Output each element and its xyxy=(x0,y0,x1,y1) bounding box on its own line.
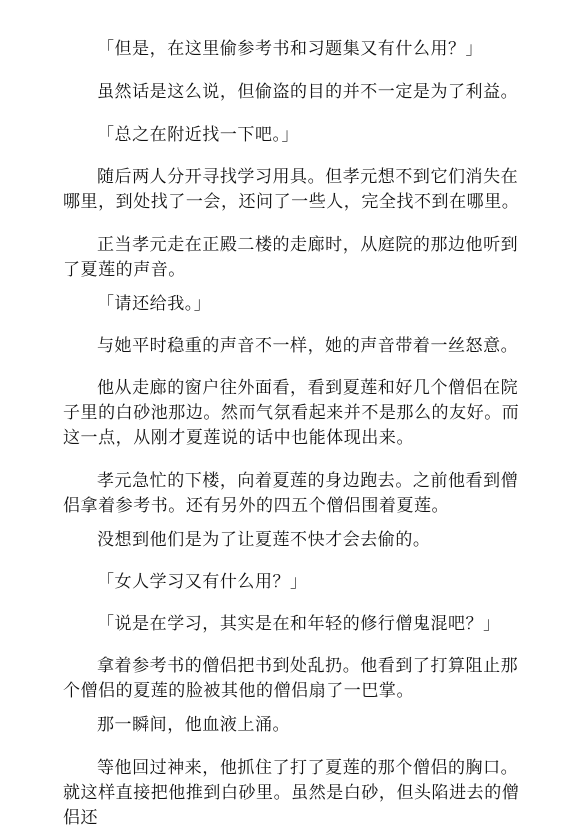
paragraph-5: 正当孝元走在正殿二楼的走廊时，从庭院的那边他听到了夏莲的声音。 xyxy=(63,235,519,280)
paragraph-7: 与她平时稳重的声音不一样，她的声音带着一丝怒意。 xyxy=(97,336,519,356)
paragraph-8: 他从走廊的窗户往外面看，看到夏莲和好几个僧侣在院子里的白砂池那边。然而气氛看起来并不是那么的友好。而这一点，从刚才夏莲说的话中也能体现出来。 xyxy=(63,378,520,448)
paragraph-1: 「但是，在这里偷参考书和习题集又有什么用？」 xyxy=(97,39,484,59)
paragraph-10: 没想到他们是为了让夏莲不快才会去偷的。 xyxy=(97,530,431,550)
paragraph-14: 那一瞬间，他血液上涌。 xyxy=(97,715,291,735)
paragraph-15: 等他回过神来，他抓住了打了夏莲的那个僧侣的胸口。就这样直接把他推到白砂里。虽然是白砂，但头陷进去的僧侣还 xyxy=(63,758,520,828)
paragraph-12: 「说是在学习，其实是在和年轻的修行僧鬼混吧？」 xyxy=(97,614,501,634)
paragraph-13: 拿着参考书的僧侣把书到处乱扔。他看到了打算阻止那个僧侣的夏莲的脸被其他的僧侣扇了一巴掌。 xyxy=(63,656,519,701)
paragraph-3: 「总之在附近找一下吧。」 xyxy=(97,125,300,145)
document-page xyxy=(63,0,523,828)
paragraph-11: 「女人学习又有什么用？」 xyxy=(97,572,308,592)
paragraph-6: 「请还给我。」 xyxy=(97,294,212,314)
paragraph-4: 随后两人分开寻找学习用具。但孝元想不到它们消失在哪里，到处找了一会，还问了一些人，完全找不到在哪里。 xyxy=(63,167,520,212)
paragraph-9: 孝元急忙的下楼，向着夏莲的身边跑去。之前他看到僧侣拿着参考书。还有另外的四五个僧侣围着夏莲。 xyxy=(63,471,519,516)
paragraph-2: 虽然话是这么说，但偷盗的目的并不一定是为了利益。 xyxy=(97,82,519,102)
